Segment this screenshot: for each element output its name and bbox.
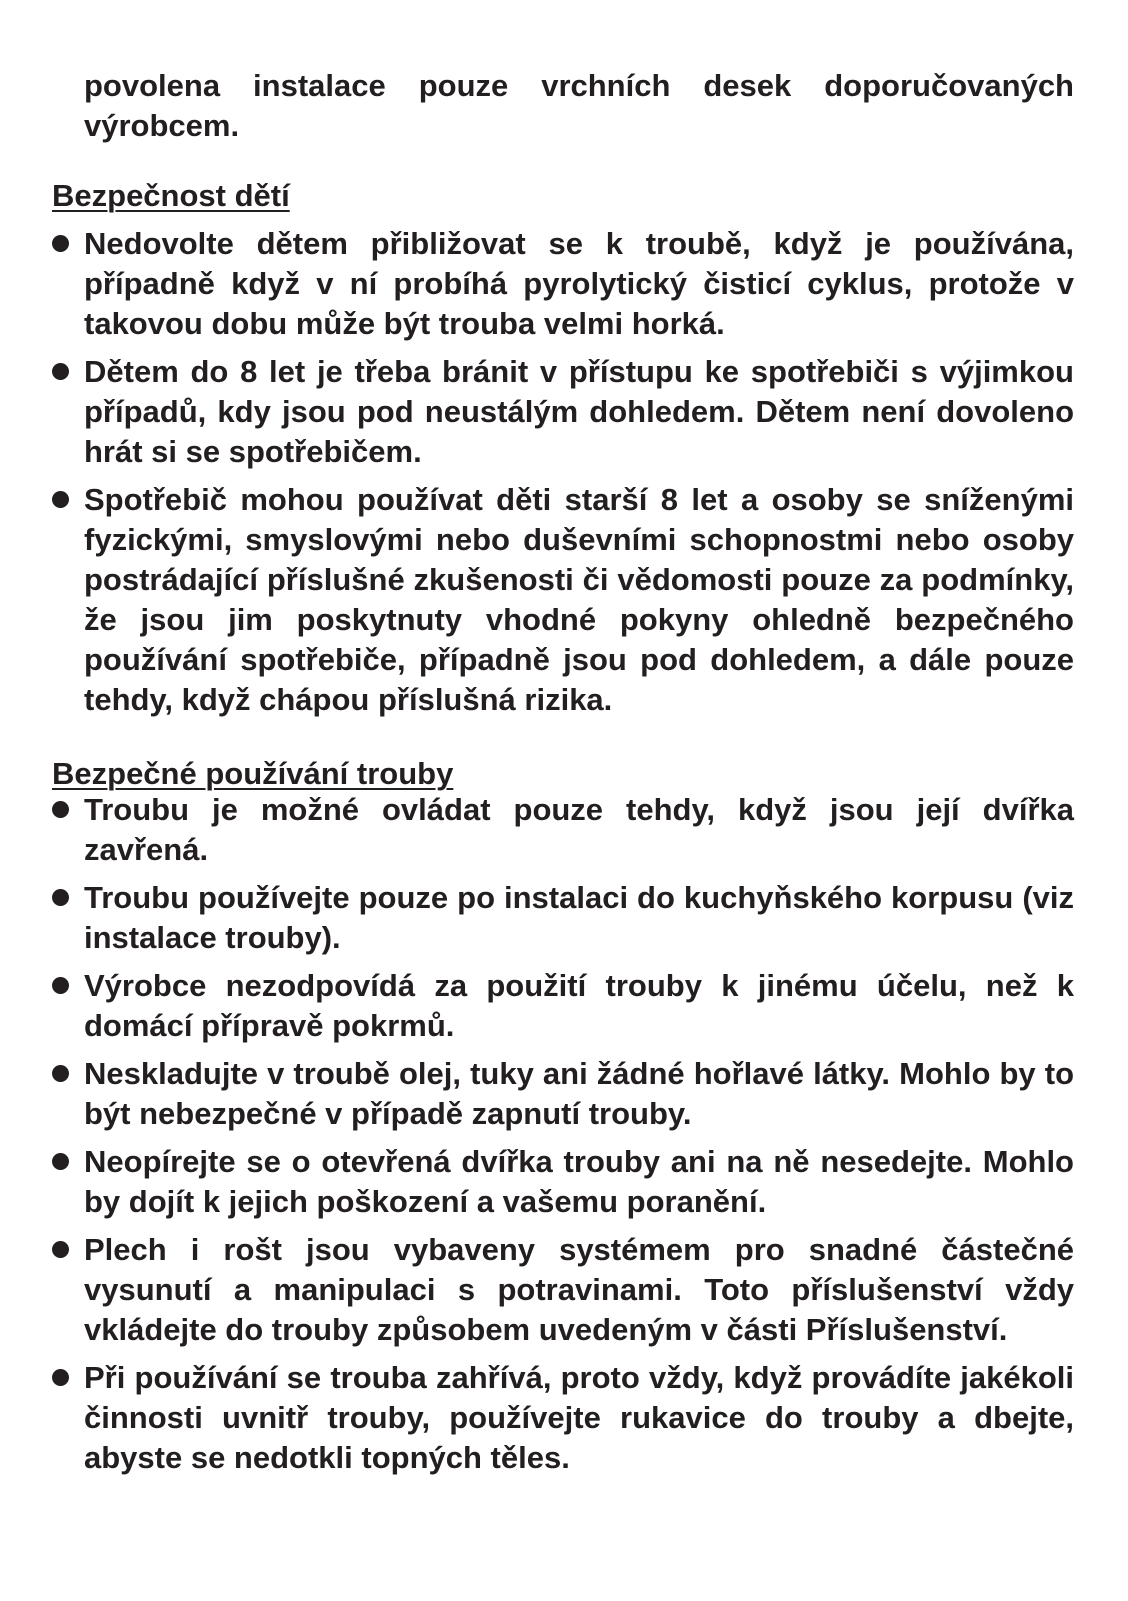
list-item-text: Výrobce nezodpovídá za použití trouby k jinému účelu, než k domácí přípravě pokrmů. <box>84 968 1074 1043</box>
list-item-text: Troubu používejte pouze po instalaci do kuchyňského korpusu (viz instalace trouby). <box>84 880 1074 955</box>
list-item-text: Dětem do 8 let je třeba bránit v přístupu ke spotřebiči s výjimkou případů, kdy jsou pod neustálým dohledem. Dětem není dovoleno hrát si se spotřebičem. <box>84 354 1074 469</box>
list-item-text: Spotřebič mohou používat děti starší 8 let a osoby se sníženými fyzickými, smyslovými nebo duševními schopnostmi nebo osoby postrádající příslušné zkušenosti či vědomosti pouze za podmínky, že jsou jim poskytnuty vhodné pokyny ohledně bezpečného používání spotřebiče, případně jsou pod dohledem, a dále pouze tehdy, když chápou příslušná rizika. <box>84 482 1074 717</box>
list-item <box>52 878 1074 958</box>
list-item-text: Neopírejte se o otevřená dvířka trouby ani na ně nesedejte. Mohlo by dojít k jejich poškození a vašemu poranění. <box>84 1144 1074 1219</box>
oven-safety-list <box>52 790 1074 1486</box>
bullet-icon <box>52 1065 69 1082</box>
list-item <box>52 352 1074 472</box>
list-item <box>52 966 1074 1046</box>
bullet-icon <box>52 1153 69 1170</box>
child-safety-list <box>52 224 1074 728</box>
bullet-icon <box>52 491 69 508</box>
list-item <box>52 1358 1074 1478</box>
list-item <box>52 1142 1074 1222</box>
intro-paragraph: povolena instalace pouze vrchních desek doporučovaných výrobcem. <box>84 68 1074 143</box>
bullet-icon <box>52 235 69 252</box>
list-item <box>52 790 1074 870</box>
section-heading-oven-safety: Bezpečné používání trouby <box>52 756 454 791</box>
bullet-icon <box>52 1369 69 1386</box>
list-item <box>52 224 1074 344</box>
list-item <box>52 1054 1074 1134</box>
list-item <box>52 1230 1074 1350</box>
list-item-text: Nedovolte dětem přibližovat se k troubě, když je používána, případně když v ní probíhá pyrolytický čisticí cyklus, protože v takovou dobu může být trouba velmi horká. <box>84 226 1074 341</box>
bullet-icon <box>52 363 69 380</box>
section-heading-child-safety: Bezpečnost dětí <box>52 178 290 213</box>
bullet-icon <box>52 889 69 906</box>
list-item-text: Plech i rošt jsou vybaveny systémem pro snadné částečné vysunutí a manipulaci s potravinami. Toto příslušenství vždy vkládejte do trouby způsobem uvedeným v části Příslušenství. <box>84 1232 1074 1347</box>
list-item-text: Neskladujte v troubě olej, tuky ani žádné hořlavé látky. Mohlo by to být nebezpečné v případě zapnutí trouby. <box>84 1056 1074 1131</box>
list-item-text: Troubu je možné ovládat pouze tehdy, když jsou její dvířka zavřená. <box>84 792 1074 867</box>
bullet-icon <box>52 977 69 994</box>
bullet-icon <box>52 1241 69 1258</box>
bullet-icon <box>52 801 69 818</box>
list-item-text: Při používání se trouba zahřívá, proto vždy, když provádíte jakékoli činnosti uvnitř trouby, používejte rukavice do trouby a dbejte, abyste se nedotkli topných těles. <box>84 1360 1074 1475</box>
list-item <box>52 480 1074 720</box>
